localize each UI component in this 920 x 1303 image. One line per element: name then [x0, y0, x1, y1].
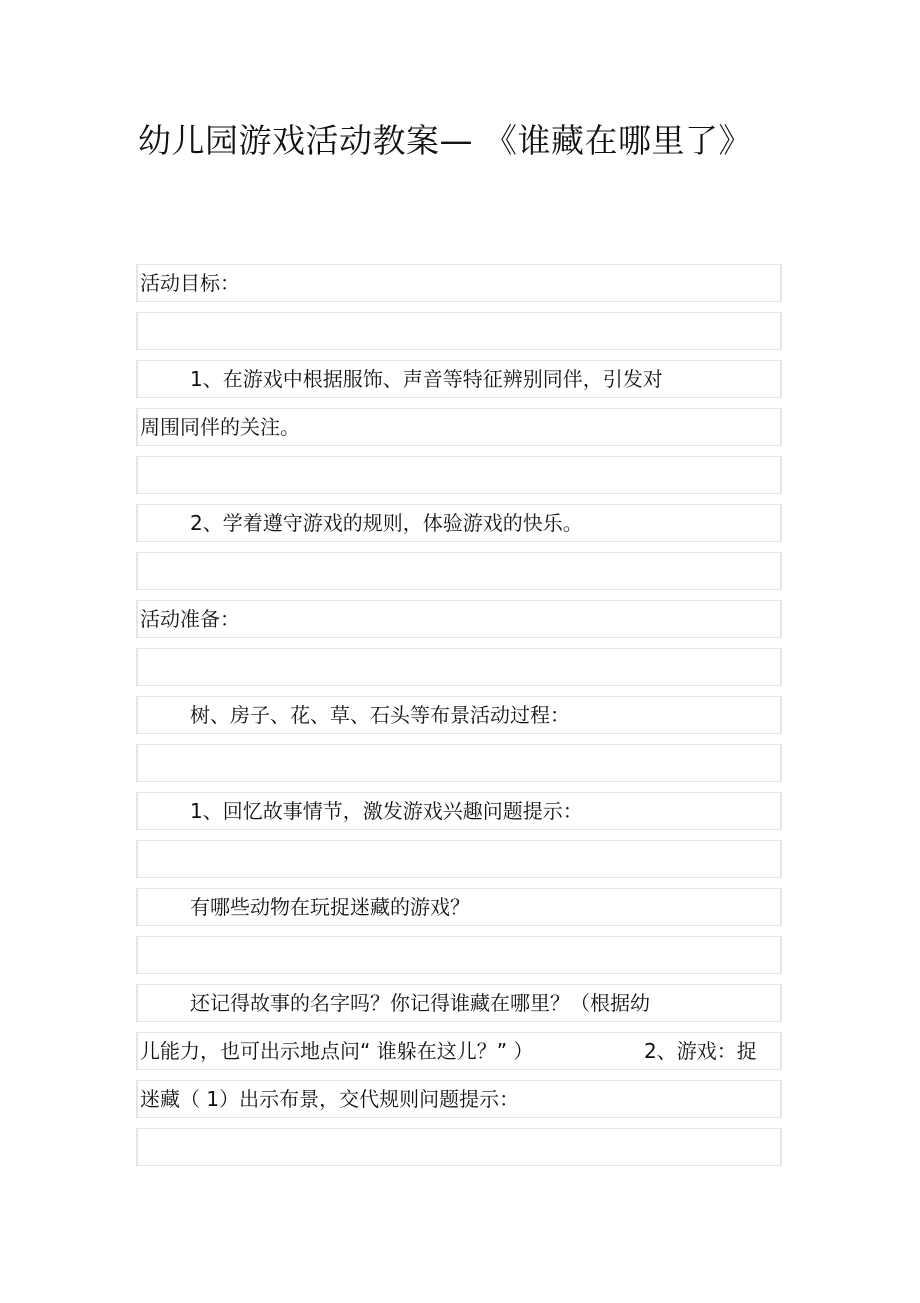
empty-line — [136, 648, 782, 686]
text-line — [136, 888, 782, 926]
text-line — [136, 504, 782, 542]
question-2-continued: 儿能力，也可出示地点问“ 谁躲在这儿？” ） — [140, 1039, 534, 1063]
text-line — [136, 264, 782, 302]
goal-item-1-continued: 周围同伴的关注。 — [140, 415, 300, 439]
empty-line — [136, 552, 782, 590]
text-line — [136, 792, 782, 830]
empty-line — [136, 840, 782, 878]
empty-line — [136, 1128, 782, 1166]
page-title: 幼儿园游戏活动教案— 《谁藏在哪里了》 — [138, 121, 752, 160]
goal-item-2: 2、学着遵守游戏的规则，体验游戏的快乐。 — [190, 511, 583, 535]
text-line — [136, 1032, 782, 1070]
question-2: 还记得故事的名字吗？你记得谁藏在哪里？（根据幼 — [190, 991, 650, 1015]
text-line — [136, 1080, 782, 1118]
section-heading-preparation: 活动准备： — [140, 607, 240, 631]
process-step-2-continued: 迷藏（ 1）出示布景，交代规则问题提示： — [140, 1087, 520, 1111]
text-line — [136, 408, 782, 446]
text-line — [136, 984, 782, 1022]
process-step-2: 2、游戏：捉 — [644, 1039, 757, 1063]
section-heading-goals: 活动目标： — [140, 271, 240, 295]
text-line — [136, 696, 782, 734]
process-step-1: 1、回忆故事情节，激发游戏兴趣问题提示： — [190, 799, 583, 823]
empty-line — [136, 744, 782, 782]
document-body — [136, 264, 782, 1176]
empty-line — [136, 312, 782, 350]
text-line — [136, 600, 782, 638]
goal-item-1: 1、在游戏中根据服饰、声音等特征辨别同伴，引发对 — [190, 367, 663, 391]
empty-line — [136, 456, 782, 494]
empty-line — [136, 936, 782, 974]
preparation-item: 树、房子、花、草、石头等布景活动过程： — [190, 703, 570, 727]
question-1: 有哪些动物在玩捉迷藏的游戏？ — [190, 895, 470, 919]
text-line — [136, 360, 782, 398]
